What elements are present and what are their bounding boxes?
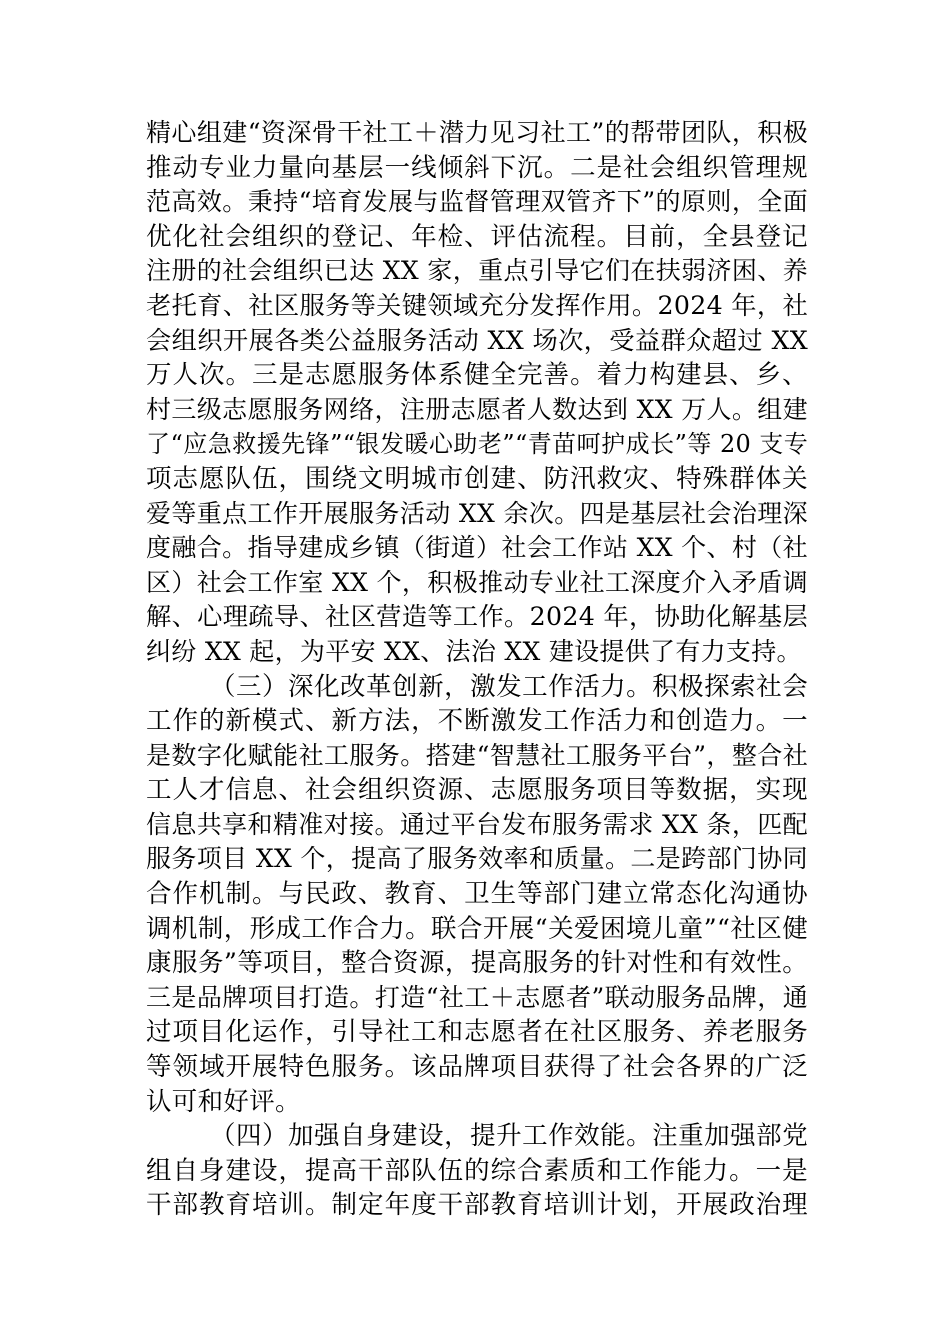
text-line: 工作的新模式、新方法，不断激发工作活力和创造力。一 bbox=[146, 706, 808, 737]
text-line: 爱等重点工作开展服务活动 XX 余次。四是基层社会治理深 bbox=[146, 498, 808, 528]
text-line: 解、心理疏导、社区营造等工作。2024 年，协助化解基层 bbox=[146, 602, 808, 632]
body-text bbox=[146, 116, 808, 1223]
section-heading-line: （三）深化改革创新，激发工作活力。积极探索社会 bbox=[210, 671, 808, 702]
section-heading-line: （四）加强自身建设，提升工作效能。注重加强部党 bbox=[210, 1121, 808, 1152]
text-line: 纠纷 XX 起，为平安 XX、法治 XX 建设提供了有力支持。 bbox=[146, 636, 802, 666]
text-line: 万人次。三是志愿服务体系健全完善。着力构建县、乡、 bbox=[146, 360, 808, 391]
text-line: 工人才信息、社会组织资源、志愿服务项目等数据，实现 bbox=[146, 775, 808, 806]
text-line: 推动专业力量向基层一线倾斜下沉。二是社会组织管理规 bbox=[146, 152, 808, 183]
text-line: 认可和好评。 bbox=[146, 1086, 301, 1117]
text-line: 村三级志愿服务网络，注册志愿者人数达到 XX 万人。组建 bbox=[146, 394, 808, 424]
text-line: 过项目化运作，引导社工和志愿者在社区服务、养老服务 bbox=[146, 1017, 808, 1048]
text-line: 优化社会组织的登记、年检、评估流程。目前，全县登记 bbox=[146, 221, 808, 252]
text-line: 项志愿队伍，围绕文明城市创建、防汛救灾、特殊群体关 bbox=[146, 463, 808, 494]
text-line: 组自身建设，提高干部队伍的综合素质和工作能力。一是 bbox=[146, 1155, 808, 1186]
text-line: 了“应急救援先锋”“银发暖心助老”“青苗呵护成长”等 20 支专 bbox=[146, 430, 808, 459]
text-line: 会组织开展各类公益服务活动 XX 场次，受益群众超过 XX bbox=[146, 325, 808, 355]
text-line: 注册的社会组织已达 XX 家，重点引导它们在扶弱济困、养 bbox=[146, 256, 808, 286]
text-line: 康服务”等项目，整合资源，提高服务的针对性和有效性。 bbox=[146, 948, 808, 979]
text-line: 合作机制。与民政、教育、卫生等部门建立常态化沟通协 bbox=[146, 879, 808, 910]
text-line: 调机制，形成工作合力。联合开展“关爱困境儿童”“社区健 bbox=[146, 913, 808, 944]
text-line: 服务项目 XX 个，提高了服务效率和质量。二是跨部门协同 bbox=[146, 844, 808, 874]
text-line: 老托育、社区服务等关键领域充分发挥作用。2024 年，社 bbox=[146, 290, 808, 320]
text-line: 信息共享和精准对接。通过平台发布服务需求 XX 条，匹配 bbox=[146, 809, 808, 839]
text-line: 精心组建“资深骨干社工＋潜力见习社工”的帮带团队，积极 bbox=[146, 118, 808, 147]
text-line: 等领域开展特色服务。该品牌项目获得了社会各界的广泛 bbox=[146, 1052, 808, 1083]
text-line: 度融合。指导建成乡镇（街道）社会工作站 XX 个、村（社 bbox=[146, 533, 808, 563]
text-line: 三是品牌项目打造。打造“社工＋志愿者”联动服务品牌，通 bbox=[146, 982, 808, 1012]
text-line: 区）社会工作室 XX 个，积极推动专业社工深度介入矛盾调 bbox=[146, 567, 808, 597]
text-line: 范高效。秉持“培育发展与监督管理双管齐下”的原则，全面 bbox=[146, 187, 808, 217]
text-line: 是数字化赋能社工服务。搭建“智慧社工服务平台”，整合社 bbox=[146, 740, 808, 770]
text-line: 干部教育培训。制定年度干部教育培训计划，开展政治理 bbox=[146, 1190, 808, 1221]
